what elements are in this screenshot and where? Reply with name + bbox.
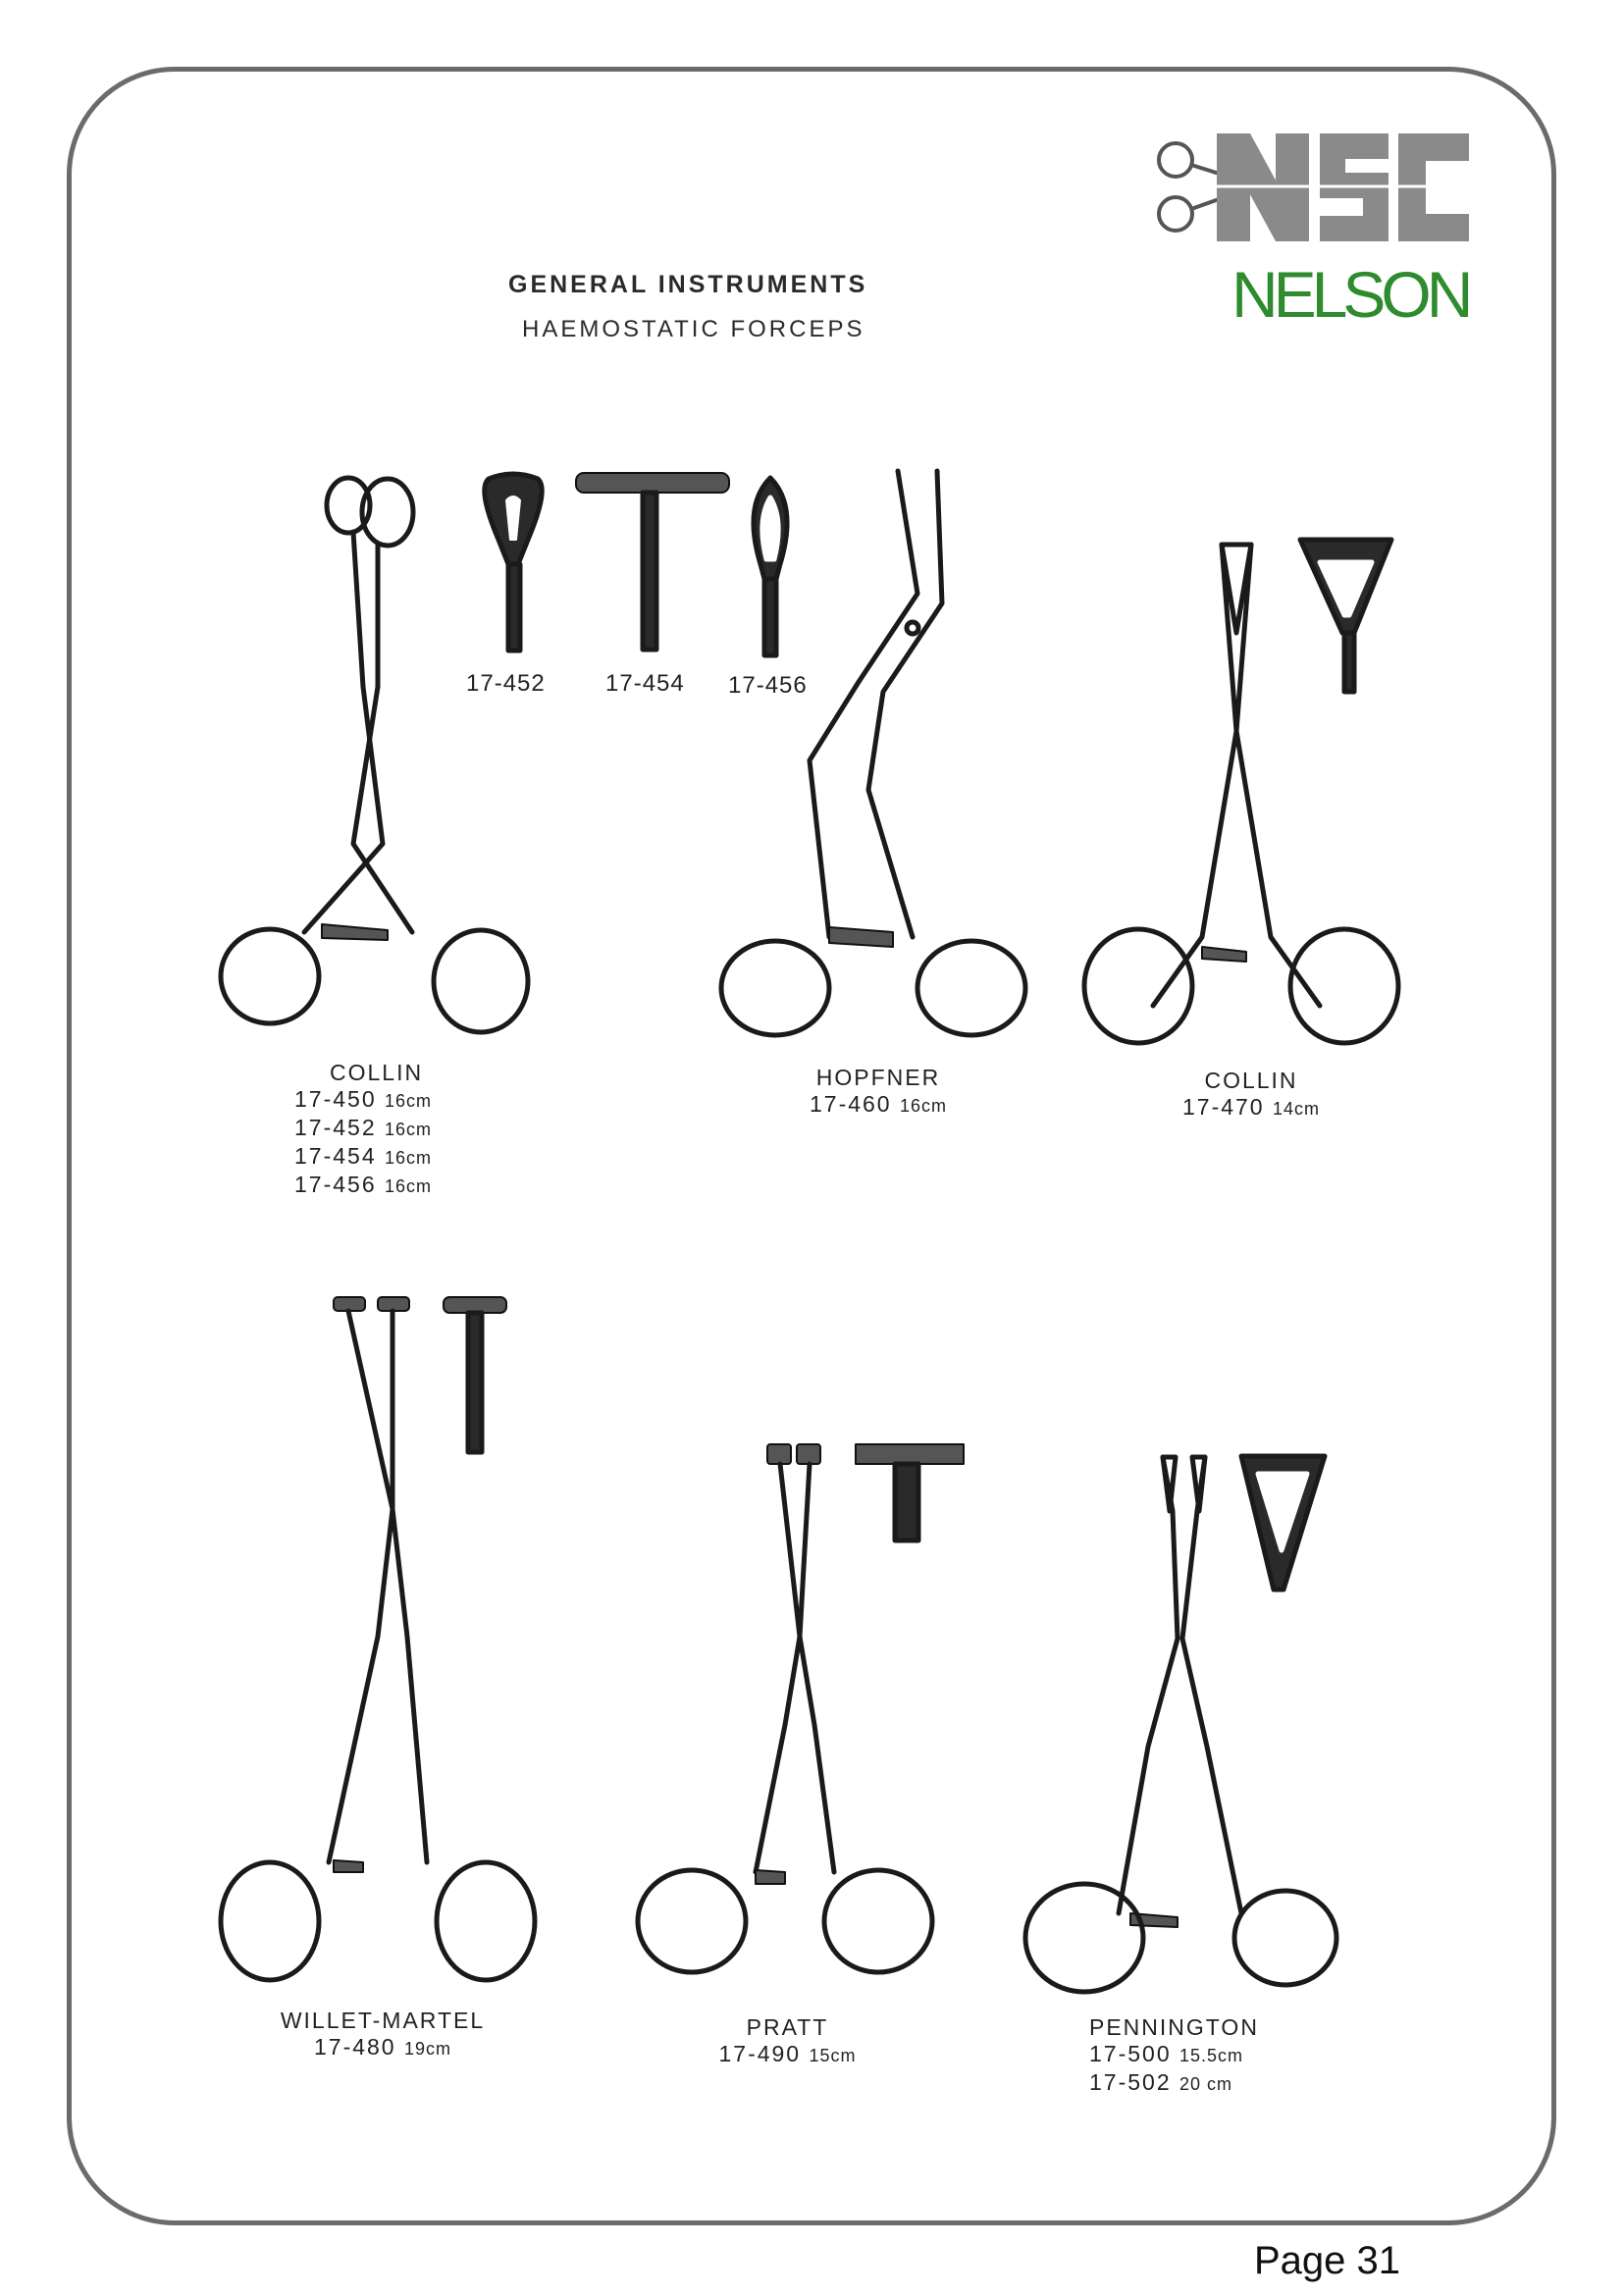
code-row bbox=[1089, 2041, 1259, 2069]
item-size: 16cm bbox=[385, 1148, 433, 1168]
instrument-name: COLLIN bbox=[1204, 1068, 1298, 1093]
item-size: 16cm bbox=[385, 1176, 433, 1196]
insert-label-17-456: 17-456 bbox=[728, 672, 808, 699]
caption-collin-450 bbox=[294, 1060, 432, 1200]
hopfner-forceps-illustration bbox=[711, 466, 1045, 1050]
code-row bbox=[294, 1143, 432, 1172]
willet-martel-forceps-illustration bbox=[216, 1293, 550, 2000]
item-size: 16cm bbox=[900, 1096, 948, 1116]
caption-willet-martel-480 bbox=[270, 2008, 496, 2062]
code-row bbox=[1089, 2069, 1259, 2098]
caption-collin-470 bbox=[1163, 1068, 1339, 1122]
code-row bbox=[702, 2041, 873, 2069]
instrument-name: PRATT bbox=[746, 2014, 829, 2040]
collin-forceps-470-illustration bbox=[1079, 535, 1413, 1055]
insert-tip-17-454 bbox=[574, 471, 731, 652]
item-code: 17-502 bbox=[1089, 2069, 1172, 2095]
code-row bbox=[270, 2034, 496, 2062]
insert-tip-17-452 bbox=[469, 471, 557, 652]
item-code: 17-470 bbox=[1181, 1094, 1265, 1120]
instrument-name: WILLET-MARTEL bbox=[280, 2008, 486, 2033]
instrument-name: PENNINGTON bbox=[1089, 2014, 1259, 2040]
item-size: 15.5cm bbox=[1179, 2046, 1244, 2065]
item-code: 17-454 bbox=[294, 1143, 377, 1169]
item-code: 17-450 bbox=[294, 1086, 377, 1112]
page-subtitle: HAEMOSTATIC FORCEPS bbox=[522, 316, 865, 342]
code-row bbox=[1163, 1094, 1339, 1122]
pennington-forceps-illustration bbox=[1021, 1452, 1354, 2002]
caption-hopfner-460 bbox=[785, 1065, 971, 1120]
item-code: 17-480 bbox=[313, 2034, 396, 2060]
item-code: 17-460 bbox=[809, 1091, 892, 1117]
code-row bbox=[294, 1172, 432, 1200]
brand-name: NELSON bbox=[1231, 258, 1469, 331]
item-size: 14cm bbox=[1273, 1099, 1321, 1119]
item-size: 15cm bbox=[809, 2046, 857, 2065]
code-row bbox=[294, 1086, 432, 1115]
caption-pennington-500 bbox=[1089, 2014, 1259, 2098]
page-number: Page 31 bbox=[1254, 2239, 1401, 2282]
item-size: 16cm bbox=[385, 1091, 433, 1111]
item-size: 19cm bbox=[404, 2039, 452, 2059]
item-code: 17-500 bbox=[1089, 2041, 1172, 2066]
item-code: 17-490 bbox=[718, 2041, 802, 2066]
code-row bbox=[294, 1115, 432, 1143]
insert-label-17-452: 17-452 bbox=[466, 670, 546, 697]
page-title: GENERAL INSTRUMENTS bbox=[508, 271, 868, 298]
instrument-name: HOPFNER bbox=[815, 1065, 941, 1090]
item-size: 16cm bbox=[385, 1120, 433, 1139]
instrument-name: COLLIN bbox=[330, 1060, 424, 1085]
caption-pratt-490 bbox=[702, 2014, 873, 2069]
code-row bbox=[785, 1091, 971, 1120]
insert-label-17-454: 17-454 bbox=[605, 670, 685, 697]
item-code: 17-452 bbox=[294, 1115, 377, 1140]
pratt-forceps-illustration bbox=[628, 1440, 962, 2009]
item-size: 20 cm bbox=[1179, 2074, 1233, 2094]
item-code: 17-456 bbox=[294, 1172, 377, 1197]
